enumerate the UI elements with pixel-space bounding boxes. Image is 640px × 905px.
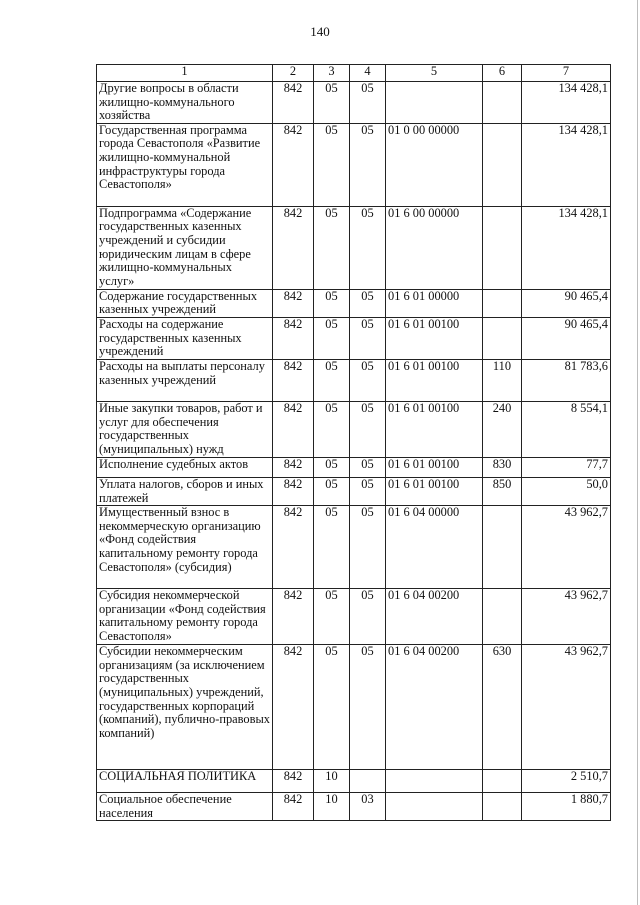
cell-amount: 134 428,1: [522, 206, 611, 289]
cell-subsection: 05: [350, 359, 386, 401]
cell-name: Содержание государственных казенных учреждений: [97, 289, 273, 317]
table-row: [97, 317, 611, 359]
cell-target-code: 01 6 04 00200: [386, 589, 483, 645]
column-header: 7: [522, 65, 611, 82]
cell-target-code: 01 6 01 00100: [386, 401, 483, 457]
cell-target-code: [386, 793, 483, 821]
cell-grbs: 842: [273, 289, 314, 317]
cell-subsection: 05: [350, 123, 386, 206]
cell-section: 10: [314, 793, 350, 821]
cell-expense-type: 630: [483, 645, 522, 770]
cell-grbs: 842: [273, 123, 314, 206]
cell-amount: 134 428,1: [522, 123, 611, 206]
table-row: [97, 401, 611, 457]
header-row: [97, 65, 611, 82]
cell-grbs: 842: [273, 457, 314, 477]
cell-section: 05: [314, 289, 350, 317]
cell-section: 10: [314, 770, 350, 793]
cell-subsection: 05: [350, 401, 386, 457]
cell-subsection: 05: [350, 82, 386, 124]
cell-name: Субсидия некоммерческой организации «Фонд содействия капитальному ремонту города Севастополя»: [97, 589, 273, 645]
cell-section: 05: [314, 506, 350, 589]
cell-expense-type: [483, 289, 522, 317]
cell-amount: 81 783,6: [522, 359, 611, 401]
cell-section: 05: [314, 457, 350, 477]
cell-amount: 43 962,7: [522, 589, 611, 645]
cell-section: 05: [314, 206, 350, 289]
table-row: [97, 457, 611, 477]
cell-amount: 43 962,7: [522, 506, 611, 589]
cell-subsection: 05: [350, 506, 386, 589]
table-row: [97, 793, 611, 821]
budget-table: [96, 64, 611, 821]
column-header: 5: [386, 65, 483, 82]
cell-expense-type: 850: [483, 477, 522, 505]
cell-grbs: 842: [273, 506, 314, 589]
cell-amount: 43 962,7: [522, 645, 611, 770]
cell-subsection: 05: [350, 457, 386, 477]
cell-grbs: 842: [273, 82, 314, 124]
cell-grbs: 842: [273, 477, 314, 505]
table-body: [97, 82, 611, 821]
cell-section: 05: [314, 401, 350, 457]
cell-subsection: 05: [350, 589, 386, 645]
table-row: [97, 645, 611, 770]
cell-grbs: 842: [273, 359, 314, 401]
column-header: 4: [350, 65, 386, 82]
cell-grbs: 842: [273, 793, 314, 821]
cell-target-code: 01 0 00 00000: [386, 123, 483, 206]
cell-section: 05: [314, 359, 350, 401]
table-row: [97, 589, 611, 645]
cell-section: 05: [314, 589, 350, 645]
cell-expense-type: [483, 506, 522, 589]
cell-target-code: [386, 82, 483, 124]
cell-grbs: 842: [273, 206, 314, 289]
cell-amount: 2 510,7: [522, 770, 611, 793]
cell-expense-type: 110: [483, 359, 522, 401]
cell-name: Иные закупки товаров, работ и услуг для обеспечения государственных (муниципальных) нужд: [97, 401, 273, 457]
cell-expense-type: [483, 770, 522, 793]
cell-grbs: 842: [273, 770, 314, 793]
table-row: [97, 506, 611, 589]
cell-grbs: 842: [273, 589, 314, 645]
cell-name: Субсидии некоммерческим организациям (за исключением государственных (муниципальных) учреждений, государственных корпораций (компаний), публично-правовых компаний): [97, 645, 273, 770]
cell-expense-type: [483, 793, 522, 821]
cell-target-code: 01 6 01 00000: [386, 289, 483, 317]
cell-expense-type: [483, 206, 522, 289]
cell-name: СОЦИАЛЬНАЯ ПОЛИТИКА: [97, 770, 273, 793]
table-row: [97, 123, 611, 206]
cell-subsection: [350, 770, 386, 793]
cell-name: Расходы на содержание государственных казенных учреждений: [97, 317, 273, 359]
cell-grbs: 842: [273, 401, 314, 457]
cell-expense-type: [483, 589, 522, 645]
cell-section: 05: [314, 645, 350, 770]
cell-grbs: 842: [273, 645, 314, 770]
cell-name: Имущественный взнос в некоммерческую организацию «Фонд содействия капитальному ремонту города Севастополя» (субсидия): [97, 506, 273, 589]
cell-subsection: 05: [350, 317, 386, 359]
cell-subsection: 05: [350, 289, 386, 317]
column-header: 6: [483, 65, 522, 82]
cell-expense-type: [483, 317, 522, 359]
cell-name: Расходы на выплаты персоналу казенных учреждений: [97, 359, 273, 401]
column-header: 1: [97, 65, 273, 82]
cell-target-code: 01 6 01 00100: [386, 457, 483, 477]
cell-target-code: 01 6 00 00000: [386, 206, 483, 289]
page-number: 140: [310, 24, 330, 39]
cell-grbs: 842: [273, 317, 314, 359]
table-row: [97, 289, 611, 317]
column-header: 3: [314, 65, 350, 82]
table-row: [97, 359, 611, 401]
cell-section: 05: [314, 477, 350, 505]
cell-amount: 8 554,1: [522, 401, 611, 457]
cell-target-code: 01 6 01 00100: [386, 317, 483, 359]
cell-expense-type: [483, 82, 522, 124]
cell-amount: 90 465,4: [522, 289, 611, 317]
cell-section: 05: [314, 317, 350, 359]
cell-subsection: 03: [350, 793, 386, 821]
cell-amount: 77,7: [522, 457, 611, 477]
cell-target-code: 01 6 01 00100: [386, 477, 483, 505]
cell-expense-type: 830: [483, 457, 522, 477]
column-header: 2: [273, 65, 314, 82]
page-edge: [637, 0, 638, 905]
cell-subsection: 05: [350, 645, 386, 770]
cell-name: Социальное обеспечение населения: [97, 793, 273, 821]
cell-amount: 50,0: [522, 477, 611, 505]
cell-section: 05: [314, 123, 350, 206]
cell-target-code: 01 6 04 00200: [386, 645, 483, 770]
cell-target-code: 01 6 01 00100: [386, 359, 483, 401]
cell-amount: 90 465,4: [522, 317, 611, 359]
table-row: [97, 82, 611, 124]
table-row: [97, 206, 611, 289]
cell-expense-type: [483, 123, 522, 206]
cell-name: Исполнение судебных актов: [97, 457, 273, 477]
cell-section: 05: [314, 82, 350, 124]
table-row: [97, 770, 611, 793]
cell-amount: 134 428,1: [522, 82, 611, 124]
cell-amount: 1 880,7: [522, 793, 611, 821]
cell-subsection: 05: [350, 477, 386, 505]
cell-target-code: 01 6 04 00000: [386, 506, 483, 589]
cell-target-code: [386, 770, 483, 793]
cell-name: Государственная программа города Севастополя «Развитие жилищно-коммунальной инфраструктуры города Севастополя»: [97, 123, 273, 206]
cell-name: Уплата налогов, сборов и иных платежей: [97, 477, 273, 505]
cell-subsection: 05: [350, 206, 386, 289]
cell-name: Другие вопросы в области жилищно-коммунального хозяйства: [97, 82, 273, 124]
cell-expense-type: 240: [483, 401, 522, 457]
cell-name: Подпрограмма «Содержание государственных казенных учреждений и субсидии юридическим лицам в сфере жилищно-коммунальных услуг»: [97, 206, 273, 289]
table-row: [97, 477, 611, 505]
